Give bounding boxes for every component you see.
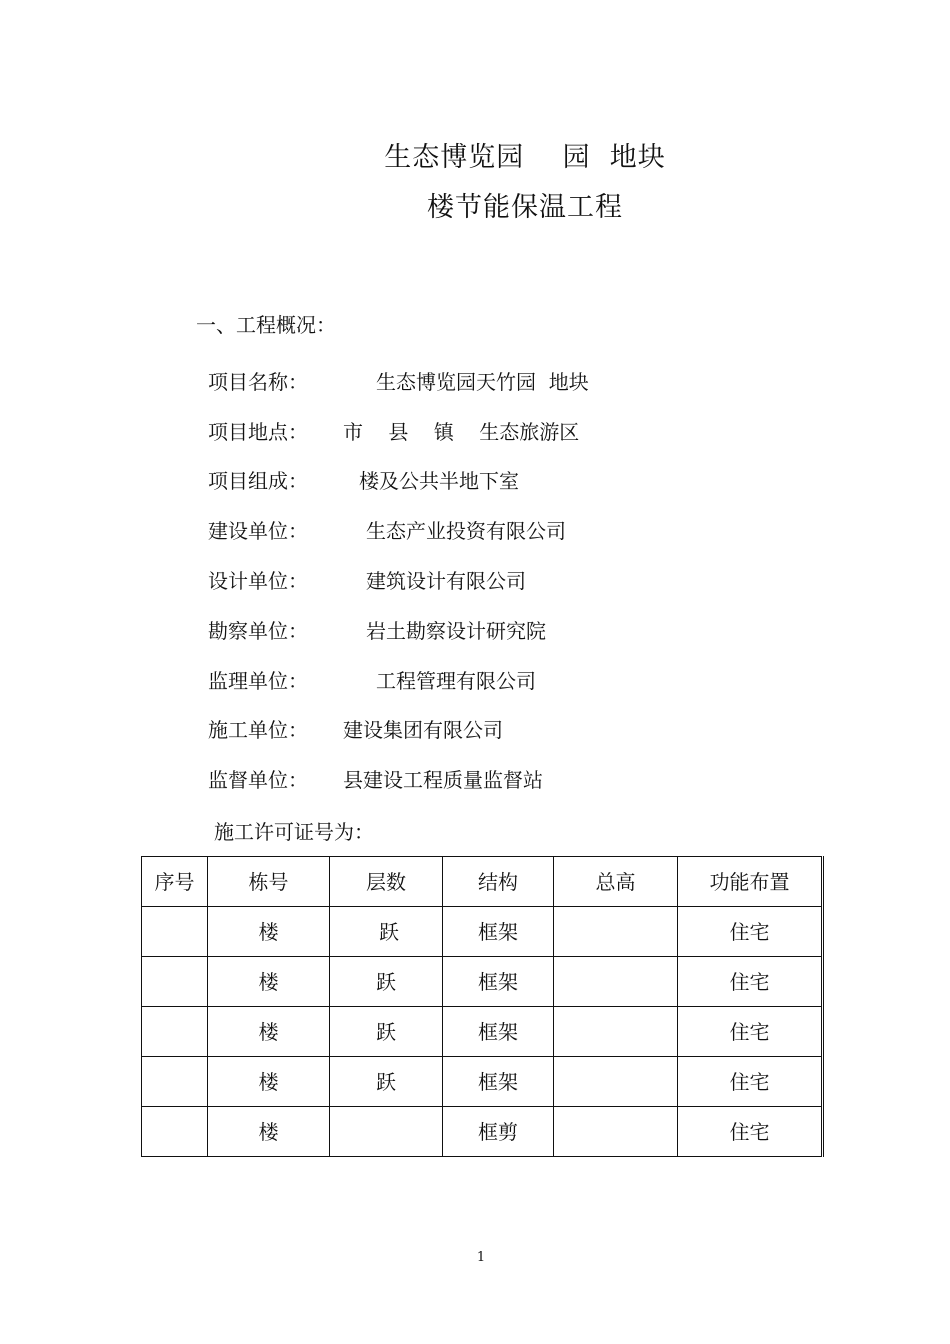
cell-floors: 跃 (330, 1007, 443, 1057)
info-value: 生态产业投资有限公司 (366, 519, 566, 543)
table-row (142, 907, 823, 957)
cell-structure: 框剪 (443, 1107, 554, 1157)
info-value: 市 县 镇 生态旅游区 (343, 420, 580, 444)
info-label: 建设单位： (208, 519, 308, 543)
info-row-project-location (208, 418, 580, 446)
info-value: 建筑设计有限公司 (366, 569, 526, 593)
info-value: 生态博览园天竹园 地块 (376, 370, 589, 394)
cell-total-height (554, 1107, 678, 1157)
info-label: 施工单位： (208, 718, 308, 742)
cell-index (142, 907, 208, 957)
document-title-line-1: 生态博览园 园 地块 (384, 142, 666, 173)
cell-building: 楼 (208, 957, 330, 1007)
table-row (142, 1107, 823, 1157)
info-row-contractor (208, 716, 503, 744)
column-header-total-height: 总高 (554, 857, 678, 907)
info-value: 县建设工程质量监督站 (343, 768, 543, 792)
cell-floors (330, 1107, 443, 1157)
column-header-floors: 层数 (330, 857, 443, 907)
table-row (142, 957, 823, 1007)
document-title-line-2: 楼节能保温工程 (427, 192, 623, 223)
info-value: 建设集团有限公司 (343, 718, 503, 742)
info-label: 项目名称： (208, 370, 308, 394)
info-row-project-composition (208, 467, 519, 495)
info-label: 勘察单位： (208, 619, 308, 643)
cell-building: 楼 (208, 1057, 330, 1107)
cell-index (142, 1007, 208, 1057)
cell-structure: 框架 (443, 907, 554, 957)
info-value: 楼及公共半地下室 (359, 469, 519, 493)
cell-building: 楼 (208, 907, 330, 957)
cell-index (142, 1057, 208, 1107)
column-header-function: 功能布置 (678, 857, 823, 907)
cell-total-height (554, 957, 678, 1007)
cell-function: 住宅 (678, 1007, 823, 1057)
cell-function: 住宅 (678, 907, 823, 957)
table-row (142, 1007, 823, 1057)
info-value: 岩土勘察设计研究院 (366, 619, 546, 643)
info-row-project-name (208, 368, 589, 396)
info-label: 设计单位： (208, 569, 308, 593)
cell-total-height (554, 1057, 678, 1107)
cell-index (142, 957, 208, 1007)
info-row-supervision-unit (208, 667, 536, 695)
column-header-structure: 结构 (443, 857, 554, 907)
cell-structure: 框架 (443, 1057, 554, 1107)
info-label: 项目地点： (208, 420, 308, 444)
info-row-design-unit (208, 567, 526, 595)
info-row-survey-unit (208, 617, 546, 645)
info-label: 监督单位： (208, 768, 308, 792)
info-label: 项目组成： (208, 469, 308, 493)
cell-total-height (554, 1007, 678, 1057)
cell-function: 住宅 (678, 957, 823, 1007)
cell-function: 住宅 (678, 1107, 823, 1157)
table-header-row (142, 857, 823, 907)
page-number: 1 (476, 1250, 486, 1265)
info-row-construction-unit (208, 517, 566, 545)
cell-floors: 跃 (330, 907, 443, 957)
building-table (141, 856, 824, 1157)
cell-floors: 跃 (330, 1057, 443, 1107)
info-label: 监理单位： (208, 669, 308, 693)
cell-building: 楼 (208, 1107, 330, 1157)
table-row (142, 1057, 823, 1107)
cell-total-height (554, 907, 678, 957)
info-value: 工程管理有限公司 (376, 669, 536, 693)
column-header-building: 栋号 (208, 857, 330, 907)
cell-structure: 框架 (443, 1007, 554, 1057)
cell-index (142, 1107, 208, 1157)
cell-building: 楼 (208, 1007, 330, 1057)
permit-label: 施工许可证号为： (214, 820, 374, 844)
info-row-quality-supervision (208, 766, 543, 794)
section-heading: 一、工程概况： (196, 313, 336, 337)
column-header-index: 序号 (142, 857, 208, 907)
cell-function: 住宅 (678, 1057, 823, 1107)
cell-structure: 框架 (443, 957, 554, 1007)
cell-floors: 跃 (330, 957, 443, 1007)
